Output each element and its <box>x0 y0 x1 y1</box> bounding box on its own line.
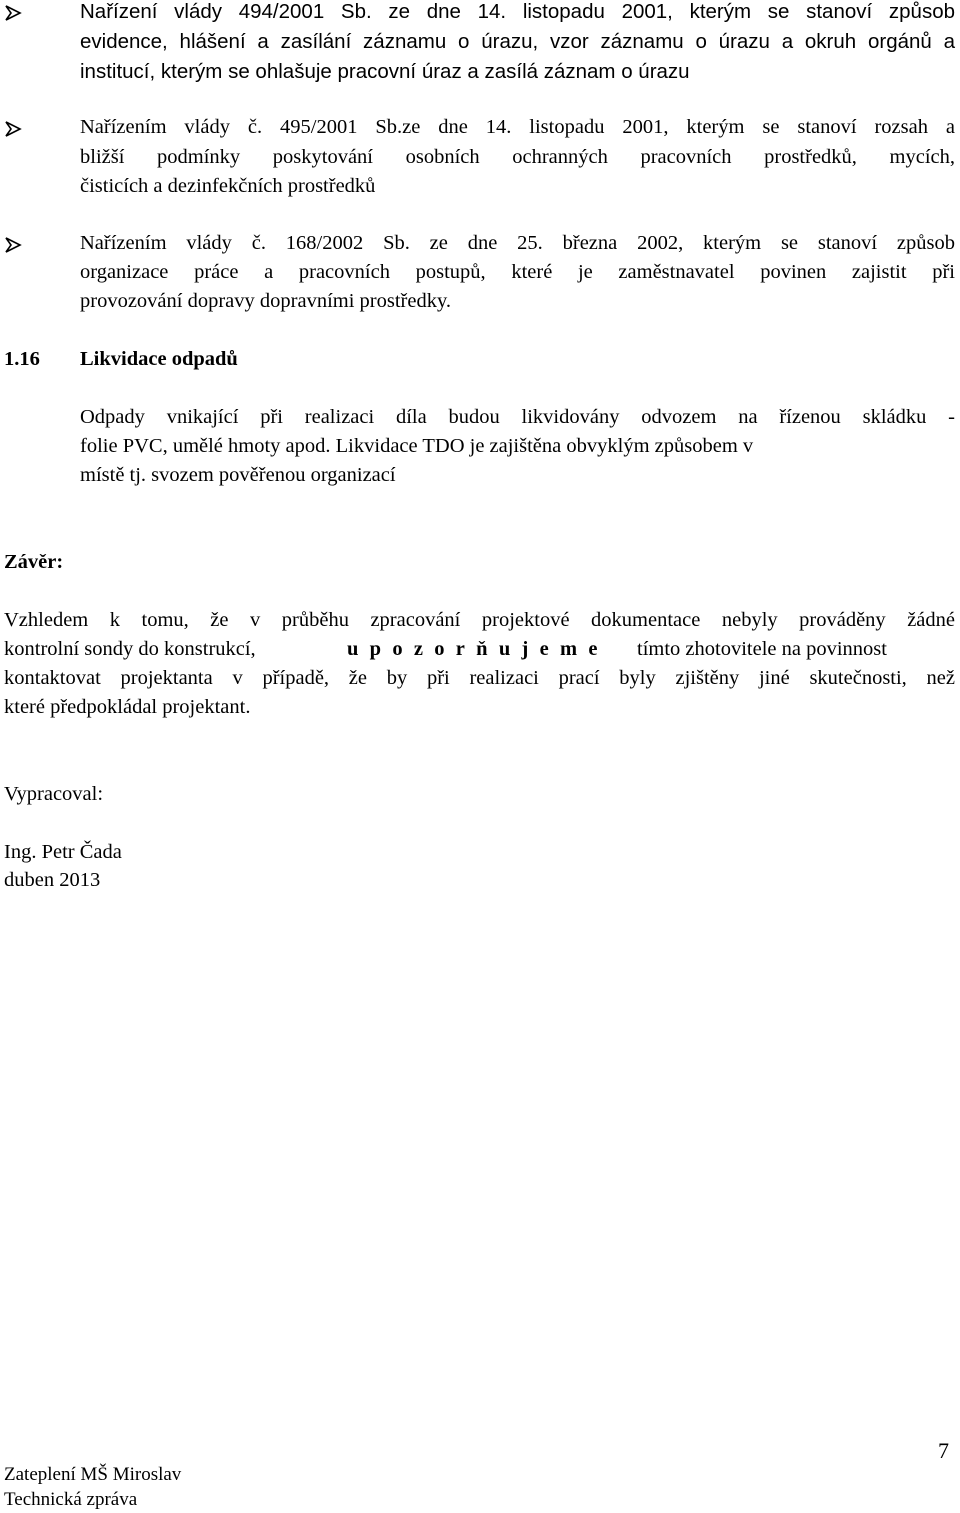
section-paragraph-line-1: Odpady vnikající při realizaci díla budou likvidovány odvozem na řízenou skládku - <box>80 406 955 428</box>
signature-date: duben 2013 <box>4 869 101 891</box>
bullet-3-line-3: provozování dopravy dopravními prostředky. <box>80 290 452 312</box>
bullet-2-line-1: Nařízením vlády č. 495/2001 Sb.ze dne 14. listopadu 2001, kterým se stanoví rozsah a <box>80 116 955 138</box>
conclusion-line-4: které předpokládal projektant. <box>4 696 251 718</box>
conclusion-line-2-end: tímto zhotovitele na povinnost <box>637 638 887 660</box>
conclusion-line-3: kontaktovat projektanta v případě, že by při realizaci prací byly zjištěny jiné skutečnosti, než <box>4 667 955 689</box>
bullet-1-line-3: institucí, kterým se ohlašuje pracovní úraz a zasílá záznam o úrazu <box>80 60 690 83</box>
bullet-2-line-3: čisticích a dezinfekčních prostředků <box>80 175 376 197</box>
bullet-1-line-2: evidence, hlášení a zasílání záznamu o úrazu, vzor záznamu o úrazu a okruh orgánů a <box>80 30 955 53</box>
conclusion-emphasis: upozorňujeme <box>347 638 609 660</box>
arrow-bullet-icon <box>4 4 22 22</box>
signature-label: Vypracoval: <box>4 783 104 805</box>
section-paragraph-line-2: folie PVC, umělé hmoty apod. Likvidace TDO je zajištěna obvyklým způsobem v <box>80 435 754 457</box>
page-number: 7 <box>938 1438 949 1463</box>
arrow-bullet-icon <box>4 120 22 138</box>
bullet-1-line-1: Nařízení vlády 494/2001 Sb. ze dne 14. listopadu 2001, kterým se stanoví způsob <box>80 0 955 23</box>
signature-name: Ing. Petr Čada <box>4 841 122 863</box>
section-number: 1.16 <box>4 348 40 370</box>
footer-project: Zateplení MŠ Miroslav <box>4 1464 182 1485</box>
arrow-bullet-icon <box>4 236 22 254</box>
bullet-3-line-1: Nařízením vlády č. 168/2002 Sb. ze dne 25. března 2002, kterým se stanoví způsob <box>80 232 955 254</box>
footer-doc-type: Technická zpráva <box>4 1489 138 1510</box>
bullet-2-line-2: bližší podmínky poskytování osobních ochranných pracovních prostředků, mycích, <box>80 146 955 168</box>
conclusion-line-1: Vzhledem k tomu, že v průběhu zpracování projektové dokumentace nebyly prováděny žádné <box>4 609 955 631</box>
section-title: Likvidace odpadů <box>80 348 238 370</box>
conclusion-heading: Závěr: <box>4 551 64 573</box>
conclusion-line-2-start: kontrolní sondy do konstrukcí, <box>4 638 256 660</box>
bullet-3-line-2: organizace práce a pracovních postupů, které je zaměstnavatel povinen zajistit při <box>80 261 955 283</box>
section-paragraph-line-3: místě tj. svozem pověřenou organizací <box>80 464 396 486</box>
